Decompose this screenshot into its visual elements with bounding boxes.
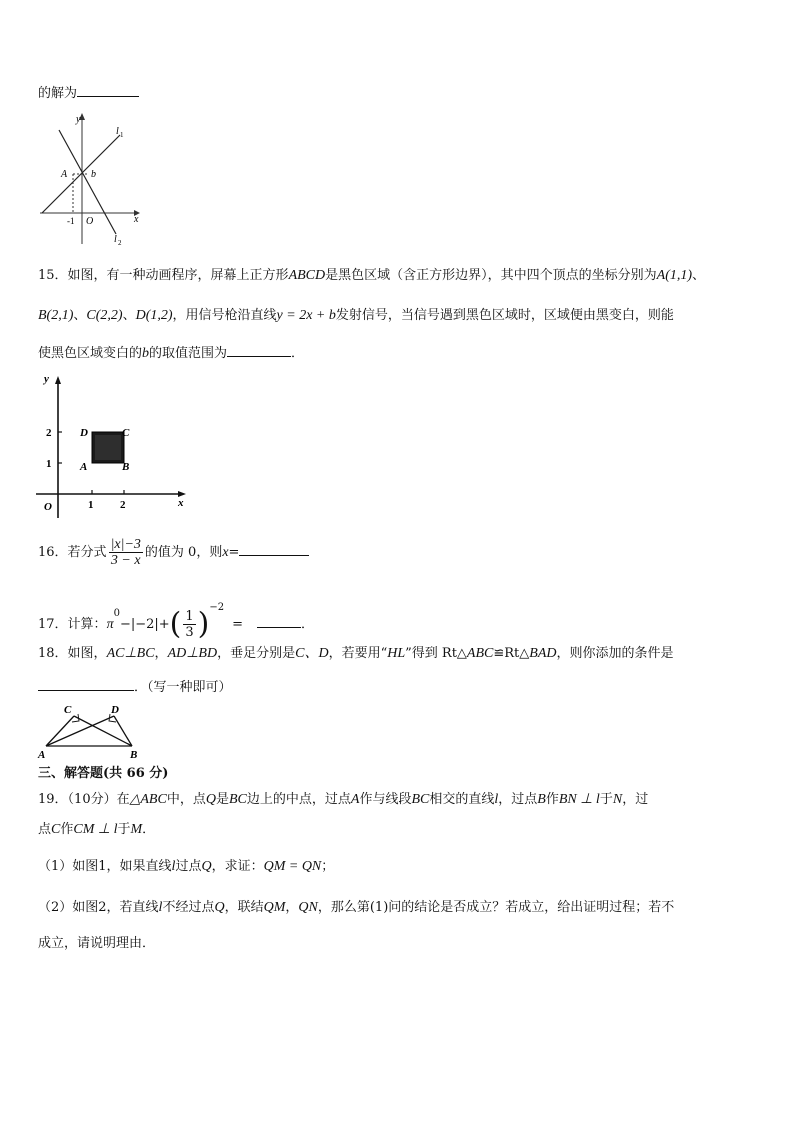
q15-square: ABCD bbox=[288, 268, 326, 283]
q19-l: l bbox=[494, 792, 499, 807]
q18-text-5: ，则你添加的条件是 bbox=[556, 646, 674, 661]
q19-qm: QM bbox=[263, 900, 286, 915]
q16-numerator: |x|−3 bbox=[110, 537, 141, 552]
q19-l2b: 作 bbox=[60, 822, 74, 837]
q17-mid: −|−2|+ bbox=[119, 617, 170, 632]
q17-answer-blank bbox=[257, 613, 301, 628]
q16-number: 16． bbox=[38, 545, 68, 560]
q17-denominator: 3 bbox=[185, 625, 194, 640]
q19-p2n: (1) bbox=[369, 900, 389, 915]
q19-p2f: 问的结论是否成立？若成立，给出证明过程；若不 bbox=[388, 900, 675, 915]
q19-p2-q: Q bbox=[214, 900, 225, 915]
fig15-xtick-1: 1 bbox=[88, 499, 94, 511]
section-3-title: 三、解答题(共 66 分) bbox=[38, 766, 169, 781]
q15-line-eq: y = 2x + b bbox=[276, 308, 336, 323]
q16-text-1: 若分式 bbox=[67, 545, 107, 560]
q18-tri-1: ABC bbox=[466, 646, 494, 661]
q14-text: 的解为 bbox=[38, 86, 78, 101]
fig18-point-b: B bbox=[130, 749, 138, 761]
q17-end: ． bbox=[301, 617, 315, 632]
q19-n: N bbox=[612, 792, 623, 807]
q15-text-6: 的取值范围为 bbox=[149, 346, 228, 361]
q18-number: 18． bbox=[38, 646, 68, 661]
q15-sep-1: 、 bbox=[692, 268, 706, 283]
q15-sep-3: 、 bbox=[122, 308, 136, 323]
q16-text-2: 的值为 0，则 bbox=[144, 545, 223, 560]
fig15-x-label: x bbox=[178, 497, 184, 509]
q19-number: 19． bbox=[38, 792, 68, 807]
q15-line1 bbox=[38, 266, 758, 286]
q19-p1-eq: QM = QN bbox=[263, 859, 322, 874]
q17-pi-exp: 0 bbox=[113, 608, 120, 619]
q19-t3: 边上的中点，过点 bbox=[246, 792, 351, 807]
q15-text-2: 是黑色区域（含正方形边界），其中四个顶点的坐标分别为 bbox=[325, 268, 657, 283]
q19-t7: 作 bbox=[545, 792, 559, 807]
q19-qn: QN bbox=[298, 900, 318, 915]
q18-text-2: ，垂足分别是 bbox=[217, 646, 296, 661]
q19-t6: ，过点 bbox=[498, 792, 538, 807]
q14-line bbox=[38, 82, 758, 104]
q19-b: B bbox=[537, 792, 546, 807]
fig14-x-label: x bbox=[134, 214, 139, 225]
q18-text-3: ，若要用“ bbox=[328, 646, 388, 661]
q14-answer-blank bbox=[77, 82, 139, 97]
q15-end: ． bbox=[291, 346, 305, 361]
q15-var-b: b bbox=[142, 346, 150, 361]
q19-m: M bbox=[130, 822, 143, 837]
fig18-triangles bbox=[34, 700, 144, 762]
q19-q: Q bbox=[205, 792, 216, 807]
q15-point-a: A(1,1) bbox=[656, 268, 693, 283]
q18-cond-1: AC⊥BC bbox=[106, 646, 155, 661]
q18-text-1: 如图， bbox=[67, 646, 107, 661]
fig14-origin: O bbox=[86, 216, 94, 227]
q19-t5: 相交的直线 bbox=[429, 792, 495, 807]
q17-exp: −2 bbox=[209, 602, 225, 613]
q15-point-d: D(1,2) bbox=[135, 308, 173, 323]
q18-line1 bbox=[38, 644, 758, 664]
q15-sep-2: 、 bbox=[73, 308, 87, 323]
q16-answer-blank bbox=[239, 541, 309, 556]
q19-score: （10分）在 bbox=[67, 792, 130, 807]
q19-p1-l: l bbox=[171, 859, 176, 874]
fig14-l1-sub: 1 bbox=[120, 131, 124, 139]
q16-fraction bbox=[109, 537, 143, 568]
q15-text-1: 如图，有一种动画程序，屏幕上正方形 bbox=[67, 268, 289, 283]
q18-tri-2: BAD bbox=[529, 646, 557, 661]
q17-eq: = bbox=[232, 617, 244, 632]
fig15-point-a: A bbox=[80, 461, 88, 473]
q18-comma: ， bbox=[154, 646, 168, 661]
q17-pi: π bbox=[106, 617, 114, 632]
q17-line: 17．计算：$\pi^0-|-2|+$( $\frac{1}{3}$ )$^{-2}$= ． bbox=[38, 602, 315, 642]
q19-t1: 中，点 bbox=[166, 792, 206, 807]
fig14-point-a: A bbox=[61, 169, 68, 180]
fig15-point-b: B bbox=[122, 461, 130, 473]
q15-point-c: C(2,2) bbox=[86, 308, 123, 323]
q16-denominator: 3 − x bbox=[110, 553, 141, 568]
q19-line1 bbox=[38, 790, 758, 810]
q18-text-4: ”得到 Rt△ bbox=[405, 646, 467, 661]
q19-l2d: ． bbox=[142, 822, 156, 837]
q15-point-b: B(2,1) bbox=[38, 308, 74, 323]
fig14-l2-label: l bbox=[114, 234, 117, 245]
q15-text-3: ，用信号枪沿直线 bbox=[172, 308, 277, 323]
q19-part2-line1 bbox=[38, 898, 758, 918]
q18-line2 bbox=[38, 676, 758, 698]
fig14-l2-sub: 2 bbox=[118, 239, 122, 247]
q19-p1b: 过点 bbox=[175, 859, 202, 874]
q15-text-5: 使黑色区域变白的 bbox=[38, 346, 143, 361]
q18-feet: C、D bbox=[295, 646, 329, 661]
q18-cond-2: AD⊥BD bbox=[167, 646, 218, 661]
fig15-point-d: D bbox=[80, 427, 88, 439]
fig14-l1-label: l bbox=[116, 126, 119, 137]
q19-t9: ，过 bbox=[622, 792, 649, 807]
q17-fraction bbox=[183, 609, 195, 640]
q19-l2a: 点 bbox=[38, 822, 52, 837]
q17-numerator: 1 bbox=[185, 609, 194, 624]
fig14-y-label: y bbox=[76, 114, 81, 125]
fig15-tick-2: 2 bbox=[46, 427, 52, 439]
q19-p2d: ， bbox=[285, 900, 299, 915]
q19-p2a: （2）如图2，若直线 bbox=[38, 900, 159, 915]
fig15-graph bbox=[34, 372, 194, 522]
q18-text-6: ．（写一种即可） bbox=[134, 680, 232, 695]
fig14-graph bbox=[34, 110, 144, 250]
q19-p1-q: Q bbox=[201, 859, 212, 874]
q19-p1c: ，求证： bbox=[211, 859, 264, 874]
q19-a: A bbox=[350, 792, 360, 807]
q19-cm: CM ⊥ l bbox=[73, 822, 118, 837]
q15-answer-blank bbox=[227, 342, 291, 357]
q15-text-4: 发射信号，当信号遇到黑色区域时，区域便由黑变白，则能 bbox=[335, 308, 674, 323]
q19-part2-line2: 成立，请说明理由． bbox=[38, 936, 156, 951]
q19-c: C bbox=[51, 822, 61, 837]
fig14-neg1: -1 bbox=[67, 216, 75, 226]
q19-l2c: 于 bbox=[117, 822, 131, 837]
q19-p1d: ； bbox=[321, 859, 335, 874]
q19-bc-2: BC bbox=[411, 792, 430, 807]
q19-p2c: ，联结 bbox=[224, 900, 264, 915]
q19-part1 bbox=[38, 857, 758, 877]
q19-p1a: （1）如图1，如果直线 bbox=[38, 859, 172, 874]
fig15-xtick-2: 2 bbox=[120, 499, 126, 511]
fig18-point-c: C bbox=[64, 704, 72, 716]
q17-text: 计算： bbox=[67, 617, 107, 632]
fig15-origin: O bbox=[44, 501, 52, 513]
q19-t4: 作与线段 bbox=[359, 792, 412, 807]
q19-bc: BC bbox=[228, 792, 247, 807]
fig18-point-d: D bbox=[111, 704, 119, 716]
q19-tri: △ABC bbox=[129, 792, 167, 807]
q15-number: 15． bbox=[38, 268, 68, 283]
q18-hl: HL bbox=[387, 646, 406, 661]
q18-cong: ≌Rt△ bbox=[493, 646, 530, 661]
q15-line2 bbox=[38, 306, 758, 326]
fig15-tick-1: 1 bbox=[46, 458, 52, 470]
q16-var: x bbox=[222, 545, 229, 560]
fig18-point-a: A bbox=[38, 749, 46, 761]
q19-p2e: ，那么第 bbox=[317, 900, 370, 915]
q19-p2b: 不经过点 bbox=[162, 900, 215, 915]
q19-t2: 是 bbox=[215, 792, 229, 807]
fig15-point-c: C bbox=[122, 427, 130, 439]
q18-answer-blank bbox=[38, 676, 134, 691]
q16-eq: = bbox=[228, 545, 240, 560]
fig15-y-label: y bbox=[44, 373, 49, 385]
fig14-b-label: b bbox=[91, 169, 96, 180]
q19-p2-l: l bbox=[158, 900, 163, 915]
q19-bn: BN ⊥ l bbox=[558, 792, 600, 807]
q15-line3 bbox=[38, 342, 758, 364]
q19-line2 bbox=[38, 820, 758, 840]
q17-number: 17． bbox=[38, 617, 68, 632]
q19-t8: 于 bbox=[599, 792, 613, 807]
q16-line bbox=[38, 536, 758, 570]
